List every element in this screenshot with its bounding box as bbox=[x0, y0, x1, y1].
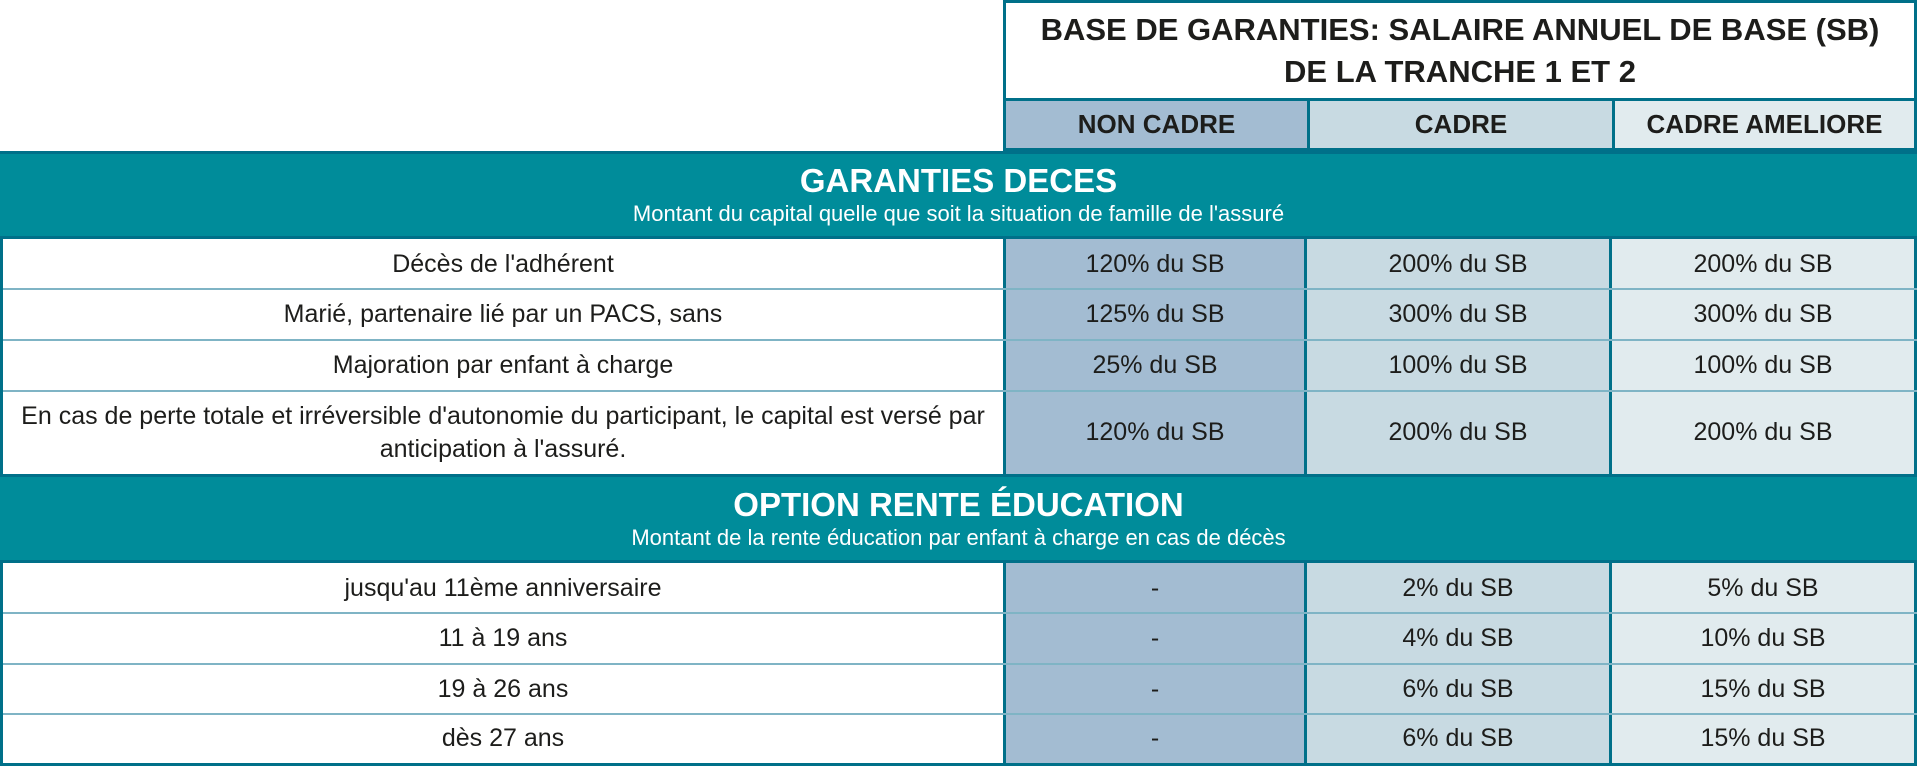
value-non-cadre: - bbox=[1003, 613, 1307, 664]
row-label: Décès de l'adhérent bbox=[3, 239, 1003, 289]
value-non-cadre: 120% du SB bbox=[1003, 391, 1307, 474]
row-label: Marié, partenaire lié par un PACS, sans bbox=[3, 289, 1003, 340]
section-subtitle: Montant de la rente éducation par enfant à charge en cas de décès bbox=[631, 524, 1286, 550]
value-cadre: 2% du SB bbox=[1307, 563, 1612, 613]
table-row bbox=[0, 391, 1917, 474]
section-title: OPTION RENTE ÉDUCATION bbox=[733, 485, 1184, 523]
row-divider bbox=[3, 612, 1917, 614]
row-divider bbox=[3, 663, 1917, 665]
row-label: Majoration par enfant à charge bbox=[3, 340, 1003, 391]
row-label: En cas de perte totale et irréversible d'autonomie du participant, le capital est versé par anticipation à l'assuré. bbox=[3, 391, 1003, 474]
row-label: jusqu'au 11ème anniversaire bbox=[3, 563, 1003, 613]
value-non-cadre: 120% du SB bbox=[1003, 239, 1307, 289]
value-cadre-ameliore: 200% du SB bbox=[1612, 391, 1917, 474]
row-label: dès 27 ans bbox=[3, 714, 1003, 763]
row-divider bbox=[3, 339, 1917, 341]
left-border bbox=[0, 563, 3, 766]
section-subtitle: Montant du capital quelle que soit la situation de famille de l'assuré bbox=[632, 201, 1285, 226]
value-cadre: 300% du SB bbox=[1307, 289, 1612, 340]
value-cadre-ameliore: 100% du SB bbox=[1612, 340, 1917, 391]
value-cadre-ameliore: 300% du SB bbox=[1612, 289, 1917, 340]
table-row bbox=[0, 239, 1917, 289]
base-header-line2: DE LA TRANCHE 1 ET 2 bbox=[1284, 53, 1636, 89]
table-row bbox=[0, 289, 1917, 340]
row-label: 19 à 26 ans bbox=[3, 664, 1003, 714]
column-header-non-cadre: NON CADRE bbox=[1003, 101, 1307, 151]
section-header-option-rente-education bbox=[0, 474, 1917, 563]
column-header-cadre: CADRE bbox=[1307, 101, 1612, 151]
value-non-cadre: - bbox=[1003, 563, 1307, 613]
value-cadre: 6% du SB bbox=[1307, 714, 1612, 763]
table-row bbox=[0, 613, 1917, 664]
value-non-cadre: 25% du SB bbox=[1003, 340, 1307, 391]
value-cadre: 200% du SB bbox=[1307, 239, 1612, 289]
value-cadre-ameliore: 15% du SB bbox=[1612, 664, 1917, 714]
value-non-cadre: - bbox=[1003, 664, 1307, 714]
value-cadre: 6% du SB bbox=[1307, 664, 1612, 714]
row-label: 11 à 19 ans bbox=[3, 613, 1003, 664]
value-cadre-ameliore: 200% du SB bbox=[1612, 239, 1917, 289]
value-cadre-ameliore: 5% du SB bbox=[1612, 563, 1917, 613]
value-cadre: 100% du SB bbox=[1307, 340, 1612, 391]
value-cadre-ameliore: 15% du SB bbox=[1612, 714, 1917, 763]
table-row bbox=[0, 714, 1917, 763]
base-header bbox=[1003, 0, 1917, 101]
table-row bbox=[0, 563, 1917, 613]
row-divider bbox=[3, 713, 1917, 715]
value-cadre: 200% du SB bbox=[1307, 391, 1612, 474]
value-non-cadre: 125% du SB bbox=[1003, 289, 1307, 340]
section-header-garanties-deces bbox=[0, 151, 1917, 239]
section-title: GARANTIES DECES bbox=[799, 162, 1118, 199]
base-header-line1: BASE DE GARANTIES: SALAIRE ANNUEL DE BASE (SB) bbox=[1040, 11, 1880, 47]
left-border bbox=[0, 239, 3, 474]
row-divider bbox=[3, 390, 1917, 392]
table-row bbox=[0, 664, 1917, 714]
column-header-cadre-ameliore: CADRE AMELIORE bbox=[1612, 101, 1917, 151]
value-non-cadre: - bbox=[1003, 714, 1307, 763]
value-cadre: 4% du SB bbox=[1307, 613, 1612, 664]
value-cadre-ameliore: 10% du SB bbox=[1612, 613, 1917, 664]
row-divider bbox=[3, 288, 1917, 290]
table-row bbox=[0, 340, 1917, 391]
